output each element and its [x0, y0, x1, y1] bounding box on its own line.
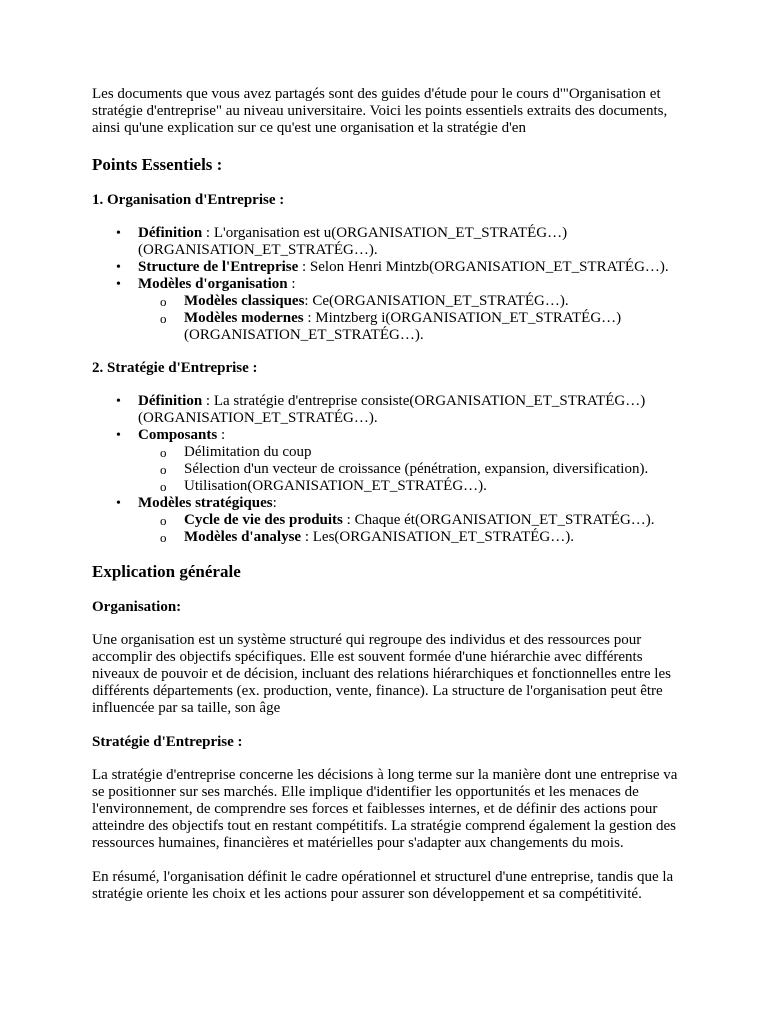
subitem-label: Modèles d'analyse [184, 529, 302, 545]
item-text: : L'organisation est u(ORGANISATION_ET_STRATÉG…) (ORGANISATION_ET_STRATÉG…). [138, 225, 568, 258]
intro-paragraph: Les documents que vous avez partagés sont des guides d'étude pour le cours d'"Organisation et stratégie d'entreprise" au niveau universitaire. Voici les points essentiels extraits des documents, ainsi qu'une explication sur ce qu'est une organisation et la stratégie d'en [92, 86, 668, 136]
sub-list-item [184, 444, 678, 461]
subitem-label: Modèles classiques [184, 293, 305, 309]
section2-list [92, 393, 678, 546]
list-item [138, 393, 678, 427]
list-item [138, 225, 678, 259]
subitem-text: Sélection d'un vecteur de croissance (pénétration, expansion, diversification). [184, 461, 649, 477]
subitem-text: Délimitation du coup [184, 444, 312, 460]
subitem-text: Utilisation(ORGANISATION_ET_STRATÉG…). [184, 478, 487, 494]
subitem-text: : Les(ORGANISATION_ET_STRATÉG…). [301, 529, 574, 545]
organisation-title: Organisation: [92, 599, 182, 615]
item-label: Structure de l'Entreprise [138, 259, 299, 275]
list-item [138, 495, 678, 546]
item-label: Définition [138, 225, 203, 241]
subitem-label: Cycle de vie des produits [184, 512, 343, 528]
resume-paragraph: En résumé, l'organisation définit le cadre opérationnel et structurel d'une entreprise, tandis que la stratégie oriente les choix et les actions pour assurer son développement et sa compétitivité. [92, 869, 674, 902]
strategie-title: Stratégie d'Entreprise : [92, 734, 243, 750]
sub-list-item [184, 293, 678, 310]
item-text: : [217, 427, 226, 443]
item-label: Définition [138, 393, 203, 409]
item-label: Modèles stratégiques [138, 495, 273, 511]
sub-list-item [184, 512, 678, 529]
explication-heading: Explication générale [92, 562, 241, 581]
sub-list-item [184, 310, 678, 344]
sub-list-item [184, 529, 678, 546]
item-label: Modèles d'organisation [138, 276, 288, 292]
list-item [138, 427, 678, 495]
item-text: : [272, 495, 277, 511]
item-text: : Selon Henri Mintzb(ORGANISATION_ET_STRATÉG…). [298, 259, 669, 275]
subitem-text: : Ce(ORGANISATION_ET_STRATÉG…). [304, 293, 569, 309]
item-text: : [287, 276, 296, 292]
sub-list-item [184, 478, 678, 495]
subitem-text: : Chaque ét(ORGANISATION_ET_STRATÉG…). [342, 512, 655, 528]
sub-list [138, 444, 678, 495]
section1-list [92, 225, 678, 344]
subitem-text: : Mintzberg i(ORGANISATION_ET_STRATÉG…) (ORGANISATION_ET_STRATÉG…). [184, 310, 622, 343]
sub-list-item [184, 461, 678, 478]
strategie-paragraph: La stratégie d'entreprise concerne les décisions à long terme sur la manière dont une entreprise va se positionner sur ses marchés. Elle implique d'identifier les opportunités et les menaces de l'environnement, de comprendre ses forces et faiblesses internes, et de définir des actions pour atteindre des objectifs tout en restant compétitifs. La stratégie comprend également la gestion des ressources humaines, financières et matérielles pour s'adapter aux changements du mois. [92, 767, 678, 851]
item-label: Composants [138, 427, 218, 443]
sub-list [138, 512, 678, 546]
section1-title: 1. Organisation d'Entreprise : [92, 192, 285, 208]
sub-list [138, 293, 678, 344]
points-heading: Points Essentiels : [92, 155, 223, 174]
section2-title: 2. Stratégie d'Entreprise : [92, 360, 258, 376]
item-text: : La stratégie d'entreprise consiste(ORGANISATION_ET_STRATÉG…) (ORGANISATION_ET_STRATÉG…). [138, 393, 646, 426]
subitem-label: Modèles modernes [184, 310, 304, 326]
list-item [138, 276, 678, 344]
organisation-paragraph: Une organisation est un système structuré qui regroupe des individus et des ressources pour accomplir des objectifs spécifiques. Elle est souvent formée d'une hiérarchie avec différents niveaux de pouvoir et de décision, incluant des relations hiérarchiques et fonctionnelles entre les différents départements (ex. production, vente, finance). La structure de l'organisation peut être influencée par sa taille, son âge [92, 632, 671, 716]
list-item [138, 259, 678, 276]
